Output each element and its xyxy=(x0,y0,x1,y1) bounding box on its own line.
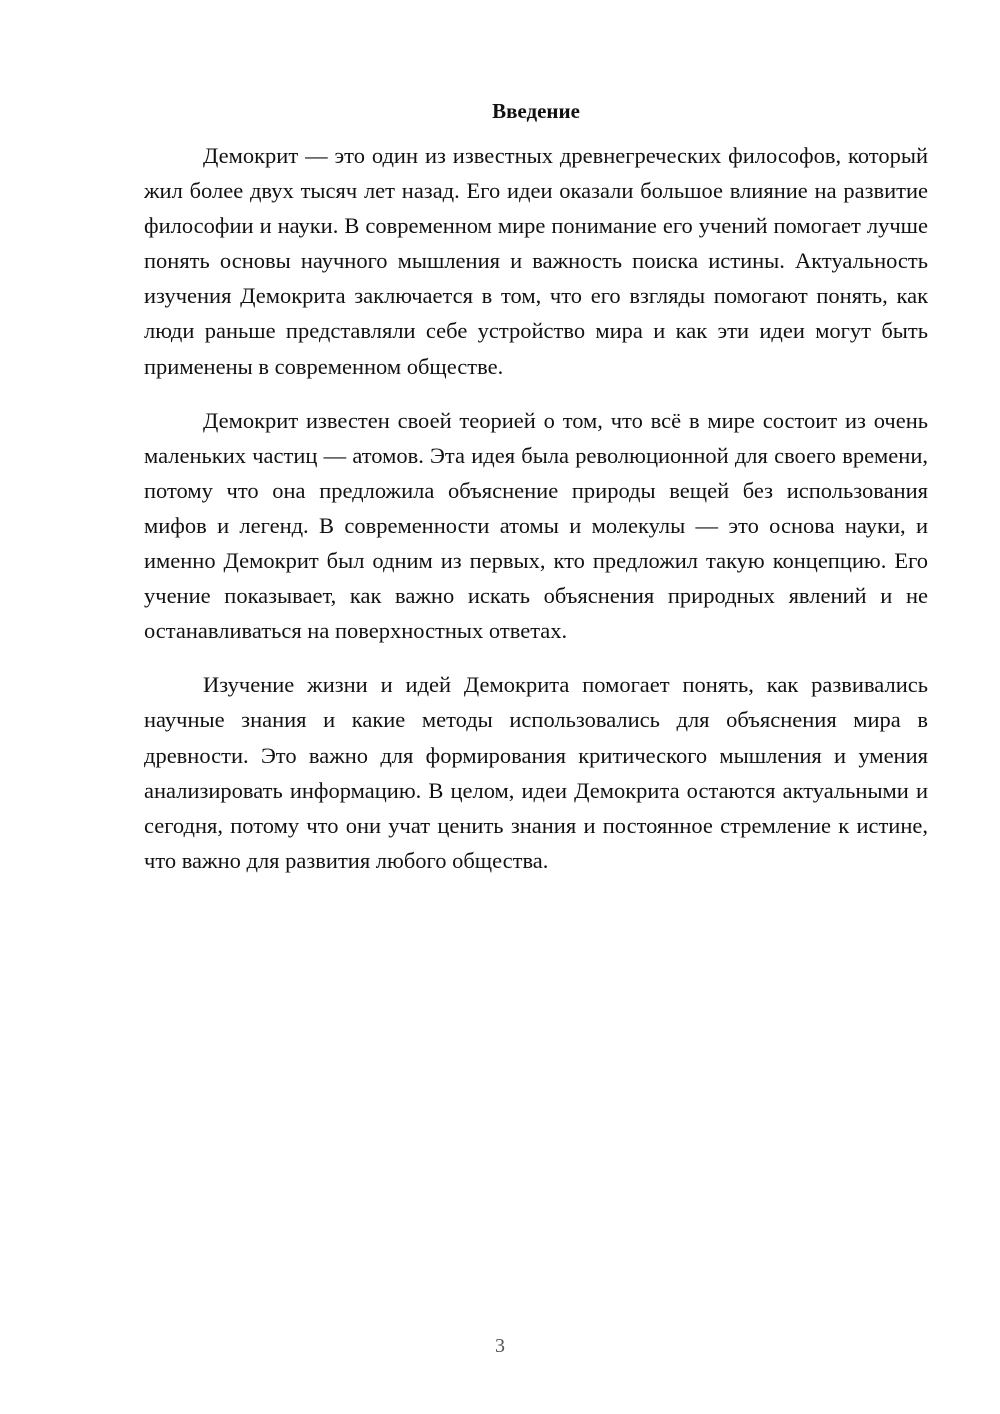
page-content xyxy=(144,96,928,897)
page-number: 3 xyxy=(495,1335,505,1357)
paragraph-1: Демокрит — это один из известных древнегреческих философов, который жил более двух тысяч лет назад. Его идеи оказали большое влияние на развитие философии и науки. В современном мире понимание его учений помогает лучше понять основы научного мышления и важность поиска истины. Актуальность изучения Демокрита заключается в том, что его взгляды помогают понять, как люди раньше представляли себе устройство мира и как эти идеи могут быть применены в современном обществе. xyxy=(144,143,928,379)
paragraph-2: Демокрит известен своей теорией о том, что всё в мире состоит из очень маленьких частиц — атомов. Эта идея была революционной для своего времени, потому что она предложила объяснение природы вещей без использования мифов и легенд. В современности атомы и молекулы — это основа науки, и именно Демокрит был одним из первых, кто предложил такую концепцию. Его учение показывает, как важно искать объяснения природных явлений и не останавливаться на поверхностных ответах. xyxy=(144,407,928,644)
paragraph-3: Изучение жизни и идей Демокрита помогает понять, как развивались научные знания и какие методы использовались для объяснения мира в древности. Это важно для формирования критического мышления и умения анализировать информацию. В целом, идеи Демокрита остаются актуальными и сегодня, потому что они учат ценить знания и постоянное стремление к истине, что важно для развития любого общества. xyxy=(144,672,928,873)
section-heading: Введение xyxy=(492,99,580,123)
